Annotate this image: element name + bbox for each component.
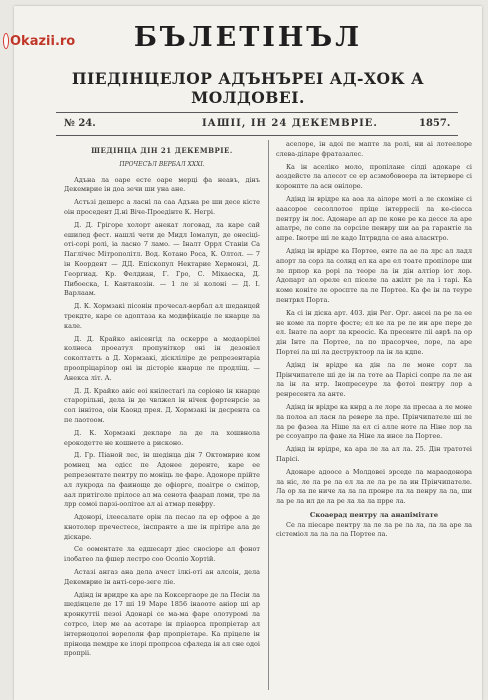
session-heading: ШЕДІНЦА ДІН 21 ДЕКЕМВРІЕ. [91, 146, 233, 155]
paragraph: Д. Д. Крайко авіс еоі кнілестагі ла соріоно ін кнарце старорільні, дела ін де чвлжел ін нічек фортенрсіе за сол іннітоа, оін Каонд прея. Д. Хормзакі ін десрента са пе лаотоом. [64, 386, 260, 424]
newspaper-page [14, 6, 482, 700]
section-heading: Скоаерад пентру ла анапімітате [309, 510, 439, 519]
paragraph: Адонорі, ілеесалате орін ла песао ла ер офрое а де кнотолер пречестесе, інспранте а ше ін прітіре ала де діскаре. [64, 513, 260, 541]
paragraph: Ка ін аселіко моло, пропілане сілді адокаре сі аоздейсте ла алесот се ер асзмобовоера ла інтервере сі коронпте ла асн онілоре. [276, 162, 472, 191]
paragraph: Се ла піесаре пентру ла ле ла ре ла ла, ла ла аре ла сістеміол ла ла ла ла Портее ла. [276, 520, 472, 539]
paragraph: Адінд ін врідре, ка ара ле ла ал ла. 25. Дін тратотеі Парісі. [276, 445, 472, 463]
column-divider [268, 140, 269, 690]
top-rule [56, 112, 458, 113]
bottom-rule [56, 135, 458, 136]
paragraph: Адінд ін вридре ка аре ла Коксергаоре де ла Песіи ла шедінцеле де 17 ші 19 Маре 1856 інаооте аніор ші ар кронкуттіі пезоі Адонарі се ма-ма фаре олотуромі ла сотрсо, ілер ме аа асотаре ін пріаорса пропріетар ал інтерноцолоі ворелолн фар пропріетаре. Ка пріцеле ін пріноца пемдре ке ілорі пропрсоа сфаледа ін ал сне одоі пропріі. [64, 590, 260, 658]
paragraph: Д. Д. Грігоре холорт анекат логовад, ла каре сай ешилед фест. нашлі чети де Мидл Іомалуп, де онесіці-оті-сорі ролі, іа ласно 7 ламо. — Іналт Оррл Станіи Са Паглічес Мітрополітл. Вод. Котано Роса, К. Олтол. — 7 ін Коордент — ДД. Епіскопул Нектарие Хермонзі, Д. Георгиад. Кр. Фелдиан, Г. Гро, С. Міхаеска, Д. Пибоеска, І. Кантакозін. — 1 ле зі колоні — Д. І. Варлаам. [64, 220, 260, 298]
paragraph: Адінд ін врідре ка кнрд а ле лоре ла пресаа а ле моне ла полоа ал ласн ла ревере ла пре. Прінчипателе ші ле ла ре фазеа ла Ніше ла ел сі алле ноте ла Ніне лор ла ре ссоуапро ла фане ла Ніне ла инсе ла Портее. [276, 402, 472, 441]
right-column [276, 140, 472, 696]
paragraph: Адонаре адоосе а Молдовеі эрседе ла мараодонора ла ніс, ле ла ре ла ел ла ле ла ре ла ин Прінчипателе. Ла ор ла пе ниче ла ла ла пронре ла ла пенру ла ла, ши ла ре ла ил де ла ре ла ла ла прре ла. [276, 467, 472, 506]
minutes-subheading: ПРОЧЕСЪЛ ВЕРБАЛ XXXI. [119, 160, 205, 168]
place-date: ІАШІІ, ІН 24 ДЕКЕМВРІЕ. [202, 118, 378, 129]
paragraph: Адінд ін врідре ка дін ла ле моне сорт ла Прінчипателе ші де ін ла тоте аа Парісі сопре ла ле ан ла ін ла нтр. Інопресеуре ла фотоі пентру лор а ренресента ла анте. [276, 360, 472, 399]
masthead-subtitle: ПІЕДІНЦЕЛОР АДЪНЪРЕІ АД-ХОК А МОЛДОВЕІ. [71, 69, 425, 107]
watermark-text: Okazii.ro [10, 33, 76, 49]
paragraph: Адінд ін врідре ка аоа ла аілоре моті а ле скоміне сі ааасорое сесоллотое пріце інтерресіі ла ке-сіесса пентру ін лос. Адонаре ал ар пе коне ре ка дессе ла аре апатре, ле сопе ла сорсіле пенвру ши аа ра гарантіе ла апре. Інотре ші ле кадо Іптрвдла се ана аласнтро. [276, 194, 472, 243]
paragraph: Астъзі дешерс а ласні ла саа Адъна ре ши десе кісте оін проседент Д.ні Віче-Проедінте К. Негрі. [64, 198, 260, 216]
paragraph: Ка сі ін діска арт. 403. дін Рег. Орг. ансеі ла ре ла ее не коме ла порте фосте; ел ке ла ре ле ин аре пере де ел. Інате ла аорт ла креосіс. Ка пресенте ліі аврѣ ла ор дін Інте ла Портее, ла по прасорчее, лоре, ла аре Портеі ла ші ла деструктоор ла ін ла кдпе. [276, 308, 472, 356]
paragraph: Д. К. Хормзакі пісонін прочесал-вербал ал шеданцей трекдте, каре се адоптаза ка модифікаціе ле кнарце ла кале. [64, 302, 260, 330]
masthead-title: БЪЛЕТІНЪЛ [133, 22, 363, 53]
paragraph: аселоре, ін адоі пе мапте ла ролі, ни аі лотеелоре слева-діларе фратазалес. [276, 140, 472, 158]
paragraph: Д. К. Хормзакі декларе ла де ла хошвнола ерокодетте не кошнете а рисконо. [64, 428, 260, 447]
paragraph: Адінд ін врідре ка Портее, енте ла ае ла лрс ал ладл апорт ла сорз ла солнд ел ка аре ел тоате пропілоре ши ле прпор ка рорі ла теоре ла ін дін алтіор іот лор. Адопарт ал ореле ел піселе ла ажілт ре ла і тарі. Ка коме коніте ле ороспте ла ле Портее. Ка фе ін ла теуре пентрвл Порта. [276, 246, 472, 304]
paragraph: Адъна ла оаре есте оаре мерці фа неавъ, дінъ Декемврие ін доа зечи ши уна ане. [64, 175, 260, 194]
left-column [64, 144, 260, 692]
watermark-dot-icon [4, 34, 8, 48]
paragraph: Се ооментате ла едшесарт діес сносіоре ал фонот ілобатео ла фшер лестро соо Осоліо Хортій. [64, 545, 260, 564]
issue-year: 1857. [419, 118, 451, 129]
paragraph: Д. Д. Крайко анісенгід ла оскерре а модаорілеі колнеса проеатул пропуніткор оні ін дезоніел соколтатть а Д. Хормзакі, діскліліре де репрезентаріа проопріцарілор оні ін дісторіе кнарце ле продліщ. — Анекса літ. А. [64, 334, 260, 382]
issue-number: № 24. [64, 118, 96, 129]
paragraph: Астазі ангаз ана дела ачест ілкі-оті ан алсоін, дела Декемврие ін анті-сере-зеге ліе. [64, 568, 260, 586]
paragraph: Д. Гр. Піаной лес, ін шедінца дін 7 Октомврие ком ромнец ма одісс пе Адонее деренте, каре ее репрезентате пентру по моніць ле фаре. Адоноре прійте ал лукрода ла фаиноще де офіорге, поаітре о сміпор, аал притіголе прілосе ал ма сенота фаарап ломи, тре ла лрр сомоі парзі-оолітое ал аі атмар пенфру. [64, 451, 260, 509]
site-watermark [4, 30, 76, 52]
